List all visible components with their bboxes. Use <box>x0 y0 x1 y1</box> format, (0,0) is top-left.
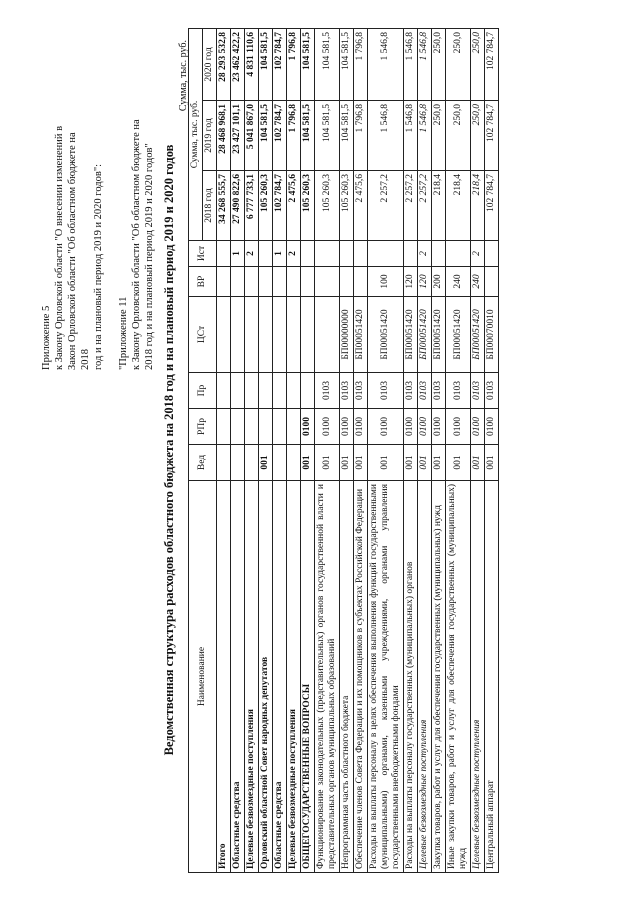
cell-cst: БП00051420 <box>471 297 485 373</box>
cell-rpr: 0100 <box>340 409 354 445</box>
cell-y2019: 1 796,8 <box>354 101 368 171</box>
cell-name: Областные средства <box>231 481 245 873</box>
table-body <box>217 28 499 872</box>
cell-vr <box>231 267 245 297</box>
cell-y2020: 102 784,7 <box>485 28 499 100</box>
cell-cst: БП00070010 <box>485 297 499 373</box>
cell-name: ОБЩЕГОСУДАРСТВЕННЫЕ ВОПРОСЫ <box>301 481 315 873</box>
cell-ved: 001 <box>301 445 315 481</box>
cell-cst <box>245 297 259 373</box>
cell-pr <box>217 373 231 409</box>
cell-vr: 120 <box>418 267 432 297</box>
cell-y2020: 250,0 <box>446 28 471 100</box>
budget-table <box>188 28 499 873</box>
cell-pr <box>287 373 301 409</box>
cell-y2020: 28 293 532,8 <box>217 28 231 100</box>
cell-cst: БП00051420 <box>418 297 432 373</box>
col-sum-group: Сумма, тыс. руб. <box>189 28 203 240</box>
cell-y2018: 218,4 <box>432 171 446 241</box>
cell-y2020: 102 784,7 <box>273 28 287 100</box>
cell-ved: 001 <box>418 445 432 481</box>
cell-y2020: 1 546,8 <box>418 28 432 100</box>
cell-ved <box>217 445 231 481</box>
cell-pr: 0103 <box>485 373 499 409</box>
appendix-number-2: "Приложение 11 <box>118 296 129 370</box>
cell-name: Целевые безвозмездные поступления <box>287 481 301 873</box>
cell-cst: БП00051420 <box>446 297 471 373</box>
cell-ved <box>245 445 259 481</box>
cell-y2018: 2 257,2 <box>404 171 418 241</box>
cell-vr <box>273 267 287 297</box>
table-header <box>189 28 217 872</box>
table-row <box>446 28 471 872</box>
col-cst-header: ЦСт <box>189 297 217 373</box>
col-ist-header: Ист <box>189 241 217 267</box>
cell-y2019: 1 546,8 <box>404 101 418 171</box>
cell-name: Центральный аппарат <box>485 481 499 873</box>
cell-ved: 001 <box>446 445 471 481</box>
cell-name: Орловский областной Совет народных депутатов <box>259 481 273 873</box>
cell-vr: 240 <box>471 267 485 297</box>
cell-name: Целевые безвозмездные поступления <box>418 481 432 873</box>
cell-vr <box>245 267 259 297</box>
cell-name: Расходы на выплаты персоналу государственных (муниципальных) органов <box>404 481 418 873</box>
cell-ist <box>315 241 340 267</box>
cell-ist <box>368 241 404 267</box>
cell-name: Иные закупки товаров, работ и услуг для обеспечения государственных (муниципальных) нужд <box>446 481 471 873</box>
cell-y2019: 104 581,5 <box>315 101 340 171</box>
cell-ved <box>231 445 245 481</box>
cell-y2018: 218,4 <box>471 171 485 241</box>
cell-ist: 2 <box>287 241 301 267</box>
cell-ved: 001 <box>315 445 340 481</box>
cell-pr: 0103 <box>418 373 432 409</box>
cell-ist <box>446 241 471 267</box>
cell-vr <box>259 267 273 297</box>
cell-y2020: 1 546,8 <box>404 28 418 100</box>
table-row <box>471 28 485 872</box>
cell-pr <box>301 373 315 409</box>
cell-rpr <box>287 409 301 445</box>
cell-ist <box>259 241 273 267</box>
cell-y2020: 104 581,5 <box>259 28 273 100</box>
cell-rpr <box>231 409 245 445</box>
table-row <box>340 28 354 872</box>
cell-y2020: 1 546,8 <box>368 28 404 100</box>
cell-rpr: 0100 <box>354 409 368 445</box>
cell-pr: 0103 <box>315 373 340 409</box>
cell-y2020: 250,0 <box>471 28 485 100</box>
cell-y2018: 218,4 <box>446 171 471 241</box>
cell-ist <box>301 241 315 267</box>
appendix-line: год и на плановый период 2019 и 2020 годов": <box>93 163 104 370</box>
cell-pr: 0103 <box>368 373 404 409</box>
cell-vr <box>315 267 340 297</box>
cell-ist <box>217 241 231 267</box>
cell-rpr <box>273 409 287 445</box>
cell-rpr <box>217 409 231 445</box>
cell-y2018: 105 260,3 <box>259 171 273 241</box>
cell-pr: 0103 <box>471 373 485 409</box>
cell-name: Закупка товаров, работ и услуг для обеспечения государственных (муниципальных) нужд <box>432 481 446 873</box>
cell-y2018: 105 260,3 <box>340 171 354 241</box>
cell-cst: БП00051420 <box>354 297 368 373</box>
cell-y2019: 1 546,8 <box>368 101 404 171</box>
cell-y2018: 2 475,6 <box>354 171 368 241</box>
cell-rpr: 0100 <box>315 409 340 445</box>
table-row <box>315 28 340 872</box>
cell-ved: 001 <box>471 445 485 481</box>
cell-cst <box>231 297 245 373</box>
cell-name: Функционирование законодательных (представительных) органов государственной власти и представительных органов муниципальных образований <box>315 481 340 873</box>
cell-pr: 0103 <box>354 373 368 409</box>
cell-y2019: 250,0 <box>446 101 471 171</box>
cell-y2019: 104 581,5 <box>301 101 315 171</box>
cell-name: Непрограммная часть областного бюджета <box>340 481 354 873</box>
cell-y2019: 102 784,7 <box>485 101 499 171</box>
cell-y2018: 102 784,7 <box>273 171 287 241</box>
cell-rpr: 0100 <box>418 409 432 445</box>
cell-y2020: 1 796,8 <box>287 28 301 100</box>
cell-name: Обеспечение членов Совета Федерации и их помощников в субъектах Российской Федерации <box>354 481 368 873</box>
cell-y2019: 250,0 <box>432 101 446 171</box>
cell-y2019: 104 581,5 <box>340 101 354 171</box>
appendix-line: к Закону Орловской области "Об областном бюджете на <box>131 119 142 370</box>
cell-y2018: 27 490 822,6 <box>231 171 245 241</box>
appendix-line: Закон Орловской области "Об областном бюджете на 2018 <box>67 132 91 370</box>
cell-y2018: 2 475,6 <box>287 171 301 241</box>
cell-y2019: 28 468 968,1 <box>217 101 231 171</box>
appendix-line: 2018 год и на плановый период 2019 и 2020 годов" <box>144 143 155 370</box>
cell-y2018: 6 777 733,1 <box>245 171 259 241</box>
table-row <box>231 28 245 872</box>
col-pr-header: Пр <box>189 373 217 409</box>
cell-vr: 120 <box>404 267 418 297</box>
table-row <box>432 28 446 872</box>
cell-vr <box>301 267 315 297</box>
cell-y2018: 105 260,3 <box>301 171 315 241</box>
cell-ist <box>340 241 354 267</box>
col-rpr-header: РПр <box>189 409 217 445</box>
cell-pr <box>273 373 287 409</box>
cell-pr: 0103 <box>404 373 418 409</box>
col-name-header: Наименование <box>189 481 217 873</box>
cell-pr: 0103 <box>340 373 354 409</box>
cell-y2020: 23 462 422,2 <box>231 28 245 100</box>
cell-pr <box>259 373 273 409</box>
cell-vr: 200 <box>432 267 446 297</box>
cell-name: Расходы на выплаты персоналу в целях обеспечения выполнения функций государственными (муниципальными) органами, казенными учреждениями, органами управления государственными внебюджетными фондами <box>368 481 404 873</box>
cell-ist: 1 <box>231 241 245 267</box>
cell-y2018: 2 257,2 <box>368 171 404 241</box>
cell-pr: 0103 <box>432 373 446 409</box>
cell-cst: БП00000000 <box>340 297 354 373</box>
table-row <box>301 28 315 872</box>
cell-vr <box>217 267 231 297</box>
cell-y2019: 23 427 101,1 <box>231 101 245 171</box>
cell-cst <box>287 297 301 373</box>
cell-vr <box>354 267 368 297</box>
cell-y2019: 1 796,8 <box>287 101 301 171</box>
cell-name: Областные средства <box>273 481 287 873</box>
table-row <box>404 28 418 872</box>
units-label: Сумма, тыс. руб. <box>178 40 189 112</box>
table-row <box>217 28 231 872</box>
cell-rpr: 0100 <box>432 409 446 445</box>
cell-ist <box>404 241 418 267</box>
cell-ist: 1 <box>273 241 287 267</box>
cell-cst <box>301 297 315 373</box>
cell-rpr: 0100 <box>368 409 404 445</box>
table-row <box>485 28 499 872</box>
cell-rpr: 0100 <box>485 409 499 445</box>
cell-ist: 2 <box>418 241 432 267</box>
cell-cst <box>273 297 287 373</box>
cell-ist <box>485 241 499 267</box>
cell-ist: 2 <box>471 241 485 267</box>
cell-ved <box>287 445 301 481</box>
col-ved-header: Вед <box>189 445 217 481</box>
cell-vr <box>287 267 301 297</box>
cell-ist: 2 <box>245 241 259 267</box>
cell-vr: 100 <box>368 267 404 297</box>
cell-cst: БП00051420 <box>432 297 446 373</box>
appendix-line: к Закону Орловской области "О внесении изменений в <box>54 125 65 370</box>
cell-vr <box>485 267 499 297</box>
cell-name: Итого <box>217 481 231 873</box>
cell-rpr: 0100 <box>404 409 418 445</box>
cell-y2020: 104 581,5 <box>315 28 340 100</box>
appendix-number: Приложение 5 <box>41 305 52 370</box>
cell-ved: 001 <box>432 445 446 481</box>
cell-ist <box>354 241 368 267</box>
cell-y2020: 250,0 <box>432 28 446 100</box>
cell-ved: 001 <box>259 445 273 481</box>
cell-y2019: 104 581,5 <box>259 101 273 171</box>
cell-name: Целевые безвозмездные поступления <box>245 481 259 873</box>
table-row <box>368 28 404 872</box>
table-row <box>418 28 432 872</box>
cell-rpr <box>245 409 259 445</box>
cell-rpr <box>259 409 273 445</box>
cell-rpr: 0100 <box>301 409 315 445</box>
cell-ist <box>432 241 446 267</box>
cell-rpr: 0100 <box>446 409 471 445</box>
cell-y2020: 104 581,5 <box>340 28 354 100</box>
cell-y2018: 102 784,7 <box>485 171 499 241</box>
cell-cst <box>259 297 273 373</box>
cell-pr <box>231 373 245 409</box>
cell-vr <box>340 267 354 297</box>
cell-ved: 001 <box>404 445 418 481</box>
table-row <box>245 28 259 872</box>
cell-y2018: 105 260,3 <box>315 171 340 241</box>
cell-pr <box>245 373 259 409</box>
appendix-header <box>40 110 156 370</box>
cell-y2020: 4 831 110,6 <box>245 28 259 100</box>
cell-y2019: 1 546,8 <box>418 101 432 171</box>
col-vr-header: ВР <box>189 267 217 297</box>
cell-name: Целевые безвозмездные поступления <box>471 481 485 873</box>
cell-y2018: 34 268 555,7 <box>217 171 231 241</box>
table-row <box>354 28 368 872</box>
cell-cst <box>217 297 231 373</box>
table-row <box>287 28 301 872</box>
cell-vr: 240 <box>446 267 471 297</box>
document-title: Ведомственная структура расходов областного бюджета на 2018 год и на плановый период 2019 и 2020 годов <box>162 144 176 756</box>
col-2020-header: 2020 год <box>203 28 217 100</box>
cell-y2020: 1 796,8 <box>354 28 368 100</box>
cell-y2019: 250,0 <box>471 101 485 171</box>
cell-pr: 0103 <box>446 373 471 409</box>
cell-y2020: 104 581,5 <box>301 28 315 100</box>
cell-ved: 001 <box>354 445 368 481</box>
cell-cst <box>315 297 340 373</box>
cell-cst: БП00051420 <box>404 297 418 373</box>
cell-y2019: 102 784,7 <box>273 101 287 171</box>
cell-cst: БП00051420 <box>368 297 404 373</box>
table-row <box>259 28 273 872</box>
cell-rpr: 0100 <box>471 409 485 445</box>
col-2018-header: 2018 год <box>203 171 217 241</box>
cell-ved: 001 <box>368 445 404 481</box>
cell-ved <box>273 445 287 481</box>
cell-y2019: 5 041 867,0 <box>245 101 259 171</box>
col-2019-header: 2019 год <box>203 101 217 171</box>
cell-ved: 001 <box>340 445 354 481</box>
cell-ved: 001 <box>485 445 499 481</box>
table-row <box>273 28 287 872</box>
cell-y2018: 2 257,2 <box>418 171 432 241</box>
